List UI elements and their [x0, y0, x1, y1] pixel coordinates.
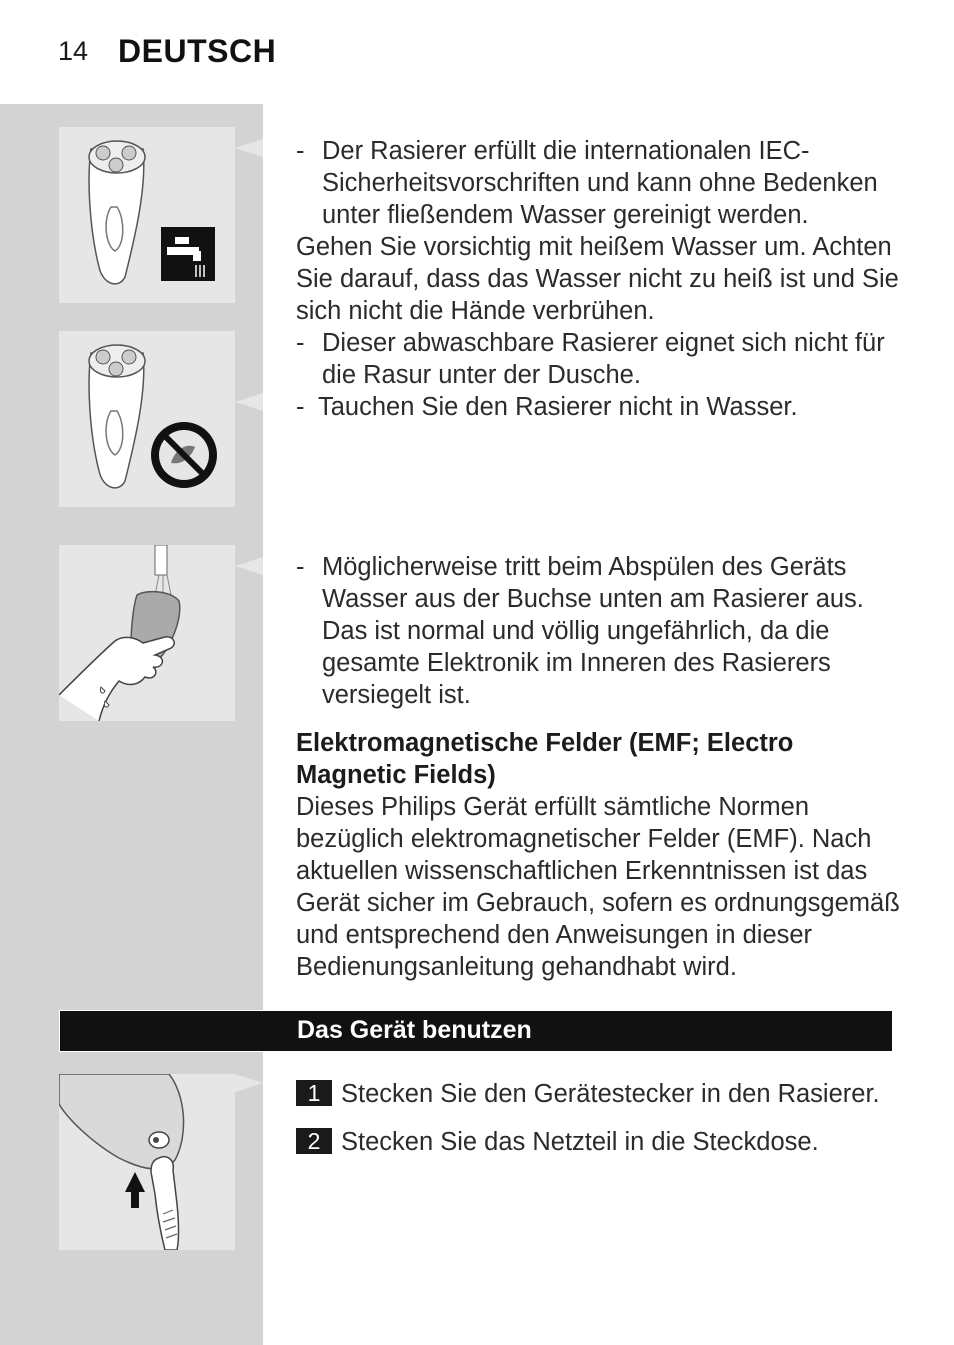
bullet-dash: - [296, 137, 305, 165]
page-number: 14 [58, 36, 89, 66]
shaver-no-shower-illustration [59, 331, 235, 507]
callout-pointer [235, 557, 263, 575]
paragraph: Dieses Philips Gerät erfüllt sämtliche Normen bezüglich elektromagnetischer Felder (EMF). Nach aktuellen wissenschaftlichen Erkenntnissen ist das Gerät sicher im Gebrauch, sofern es ordnungsgemäß und entsprechend den Anweisungen in dieser Bedienungsanleitung gehandhabt wird. [296, 793, 900, 981]
step-number: 2 [296, 1128, 332, 1154]
list-item [296, 135, 906, 231]
rinsing-shaver-illustration [59, 545, 235, 721]
list-item [296, 391, 906, 423]
bullet-text: Möglicherweise tritt beim Abspülen des Geräts Wasser aus der Buchse unten am Rasierer aus. Das ist normal und völlig ungefährlich, da die gesamte Elektronik im Inneren des Rasierers versiegelt ist. [322, 553, 864, 709]
bullet-text: Dieser abwaschbare Rasierer eignet sich nicht für die Rasur unter der Dusche. [322, 329, 885, 389]
bullet-dash: - [296, 329, 305, 357]
callout-pointer [235, 393, 263, 411]
paragraph: Gehen Sie vorsichtig mit heißem Wasser um. Achten Sie darauf, dass das Wasser nicht zu heiß ist und Sie sich nicht die Hände verbrühen. [296, 233, 899, 325]
bullet-text: Der Rasierer erfüllt die internationalen IEC-Sicherheitsvorschriften und kann ohne Bedenken unter fließendem Wasser gereinigt werden. [322, 137, 878, 229]
plug-into-shaver-illustration [59, 1074, 235, 1250]
list-item [296, 551, 906, 711]
emf-heading: Elektromagnetische Felder (EMF; Electro Magnetic Fields) [296, 729, 794, 789]
shaver-tap-illustration [59, 127, 235, 303]
bullet-dash: - [296, 553, 305, 581]
step-text: Stecken Sie den Gerätestecker in den Rasierer. [341, 1080, 880, 1108]
callout-pointer [235, 139, 263, 157]
bullet-text: Tauchen Sie den Rasierer nicht in Wasser. [318, 393, 798, 421]
step-item [296, 1128, 819, 1157]
language-title: DEUTSCH [118, 33, 277, 69]
callout-pointer [235, 1074, 263, 1092]
step-item [296, 1080, 880, 1109]
section-header [59, 1010, 893, 1052]
emf-text-block [296, 551, 906, 983]
section-title: Das Gerät benutzen [297, 1016, 532, 1044]
safety-text-block [296, 135, 906, 423]
step-number: 1 [296, 1080, 332, 1106]
step-text: Stecken Sie das Netzteil in die Steckdose. [341, 1128, 819, 1156]
bullet-dash: - [296, 393, 305, 421]
list-item [296, 327, 906, 391]
